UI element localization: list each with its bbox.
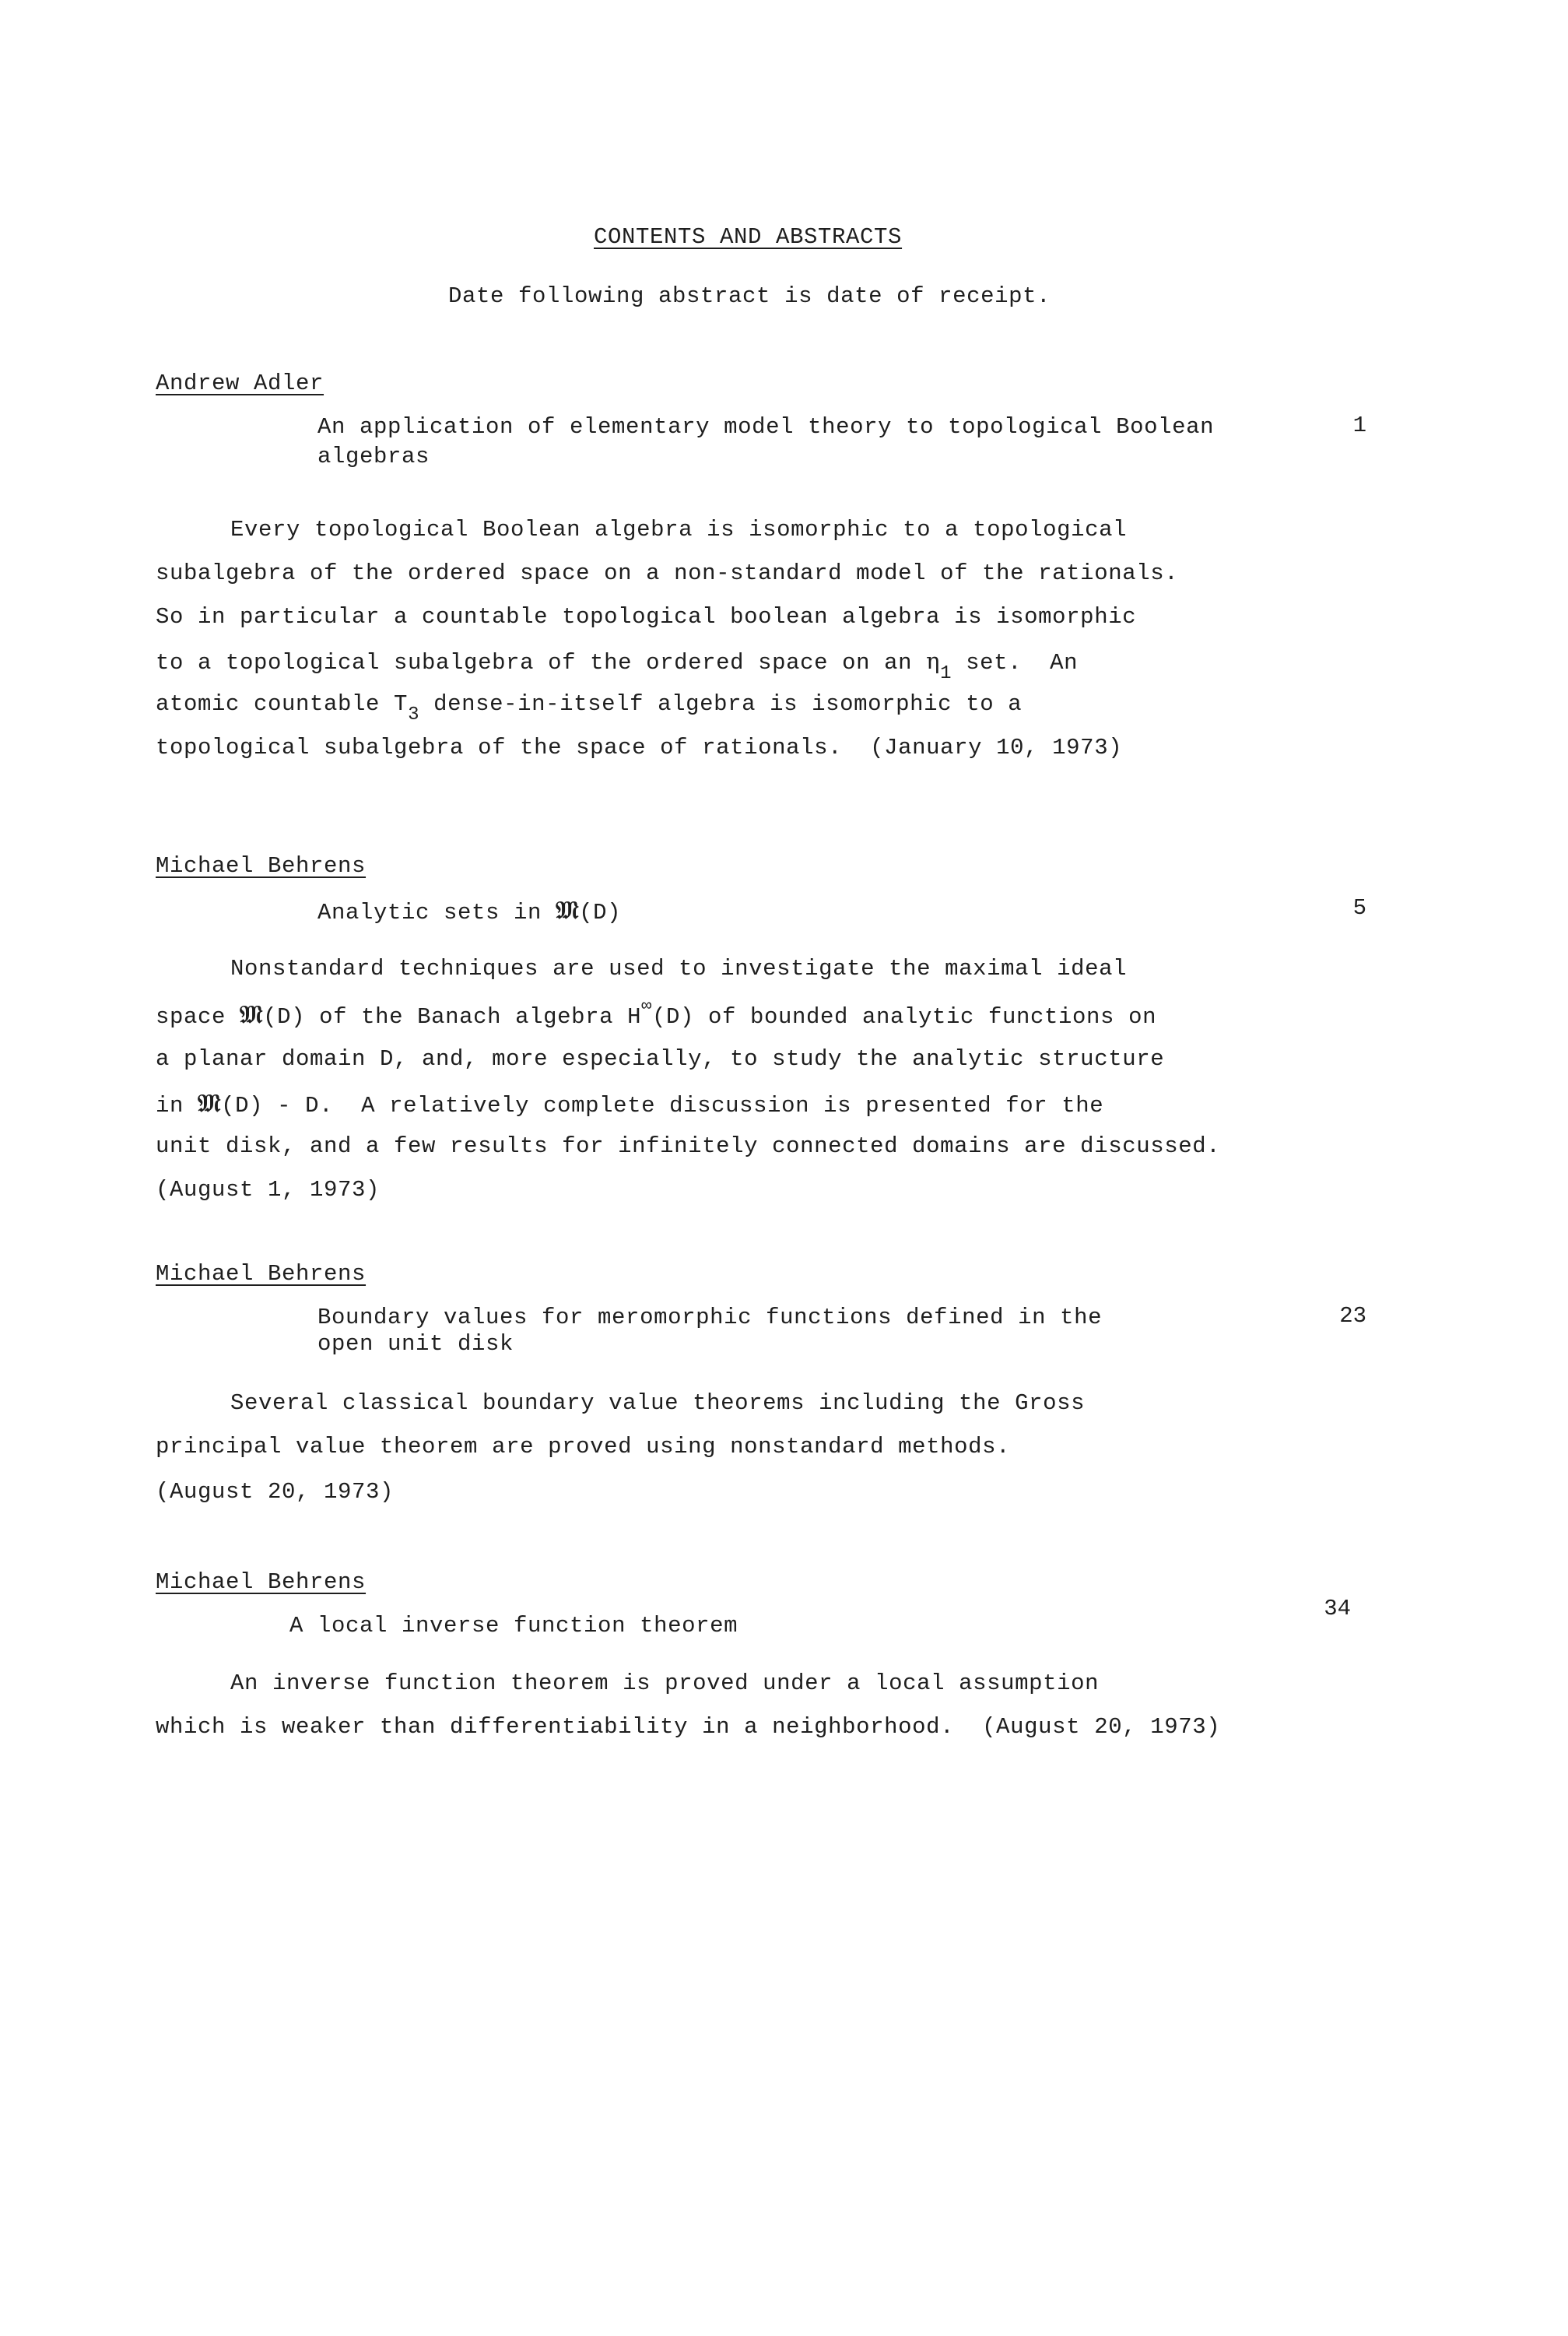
abstract-text: in bbox=[156, 1093, 198, 1119]
abstract-line: So in particular a countable topological boolean algebra is isomorphic bbox=[156, 604, 1137, 630]
abstract-text: set. An bbox=[952, 650, 1079, 676]
title-text: Analytic sets in bbox=[317, 900, 556, 926]
eta-subscript: 1 bbox=[940, 663, 952, 684]
entry-author: Andrew Adler bbox=[156, 371, 324, 396]
abstract-line: subalgebra of the ordered space on a non-standard model of the rationals. bbox=[156, 560, 1179, 586]
abstract-line: (August 1, 1973) bbox=[156, 1177, 381, 1203]
entry-author: Michael Behrens bbox=[156, 853, 367, 879]
abstract-line: topological subalgebra of the space of rationals. (January 10, 1973) bbox=[156, 735, 1123, 761]
abstract-line bbox=[156, 648, 1079, 684]
title-text: (D) bbox=[579, 900, 622, 926]
abstract-line: An inverse function theorem is proved under a local assumption bbox=[230, 1670, 1100, 1696]
abstract-line: (August 20, 1973) bbox=[156, 1479, 395, 1505]
page-number: 1 bbox=[1352, 413, 1366, 438]
fraktur-m-symbol: 𝔐 bbox=[556, 895, 580, 925]
t-subscript: 3 bbox=[408, 704, 420, 725]
fraktur-m-symbol: 𝔐 bbox=[240, 999, 264, 1029]
entry-title-line bbox=[317, 897, 621, 926]
page-number: 5 bbox=[1352, 895, 1366, 921]
page-number: 23 bbox=[1339, 1303, 1366, 1329]
entry-author: Michael Behrens bbox=[156, 1261, 367, 1287]
abstract-line: Every topological Boolean algebra is isomorphic to a topological bbox=[230, 517, 1128, 543]
abstract-line: Nonstandard techniques are used to investigate the maximal ideal bbox=[230, 956, 1128, 982]
page-title: CONTENTS AND ABSTRACTS bbox=[594, 224, 903, 250]
abstract-text: to a topological subalgebra of the ordered space on an bbox=[156, 650, 927, 676]
abstract-text: atomic countable T bbox=[156, 691, 409, 717]
abstract-line bbox=[156, 1090, 1103, 1119]
infinity-superscript: ∞ bbox=[641, 996, 652, 1016]
entry-title-line: open unit disk bbox=[317, 1331, 514, 1357]
entry-author: Michael Behrens bbox=[156, 1569, 367, 1595]
fraktur-m-symbol: 𝔐 bbox=[198, 1088, 222, 1118]
abstract-text: space bbox=[156, 1004, 240, 1030]
receipt-note: Date following abstract is date of receipt. bbox=[448, 283, 1051, 309]
entry-title-line: algebras bbox=[317, 444, 430, 469]
abstract-line bbox=[156, 691, 1023, 725]
abstract-text: (D) of the Banach algebra H bbox=[263, 1004, 642, 1030]
abstract-line: a planar domain D, and, more especially, to study the analytic structure bbox=[156, 1046, 1165, 1072]
abstract-text: dense-in-itself algebra is isomorphic to a bbox=[419, 691, 1023, 717]
abstract-line: unit disk, and a few results for infinitely connected domains are discussed. bbox=[156, 1133, 1221, 1159]
entry-title-line: A local inverse function theorem bbox=[289, 1613, 738, 1639]
abstract-line: Several classical boundary value theorems including the Gross bbox=[230, 1390, 1086, 1416]
page-number: 34 bbox=[1324, 1596, 1351, 1621]
entry-title-line: Boundary values for meromorphic functions defined in the bbox=[317, 1305, 1103, 1330]
abstract-line: principal value theorem are proved using nonstandard methods. bbox=[156, 1434, 1011, 1460]
eta-symbol: η bbox=[926, 648, 941, 674]
abstract-line bbox=[156, 996, 1157, 1032]
entry-title-line: An application of elementary model theory to topological Boolean bbox=[317, 414, 1215, 440]
abstract-text: (D) of bounded analytic functions on bbox=[651, 1004, 1157, 1030]
abstract-text: (D) - D. A relatively complete discussion is presented for the bbox=[221, 1093, 1104, 1119]
abstract-line: which is weaker than differentiability in a neighborhood. (August 20, 1973) bbox=[156, 1714, 1221, 1740]
